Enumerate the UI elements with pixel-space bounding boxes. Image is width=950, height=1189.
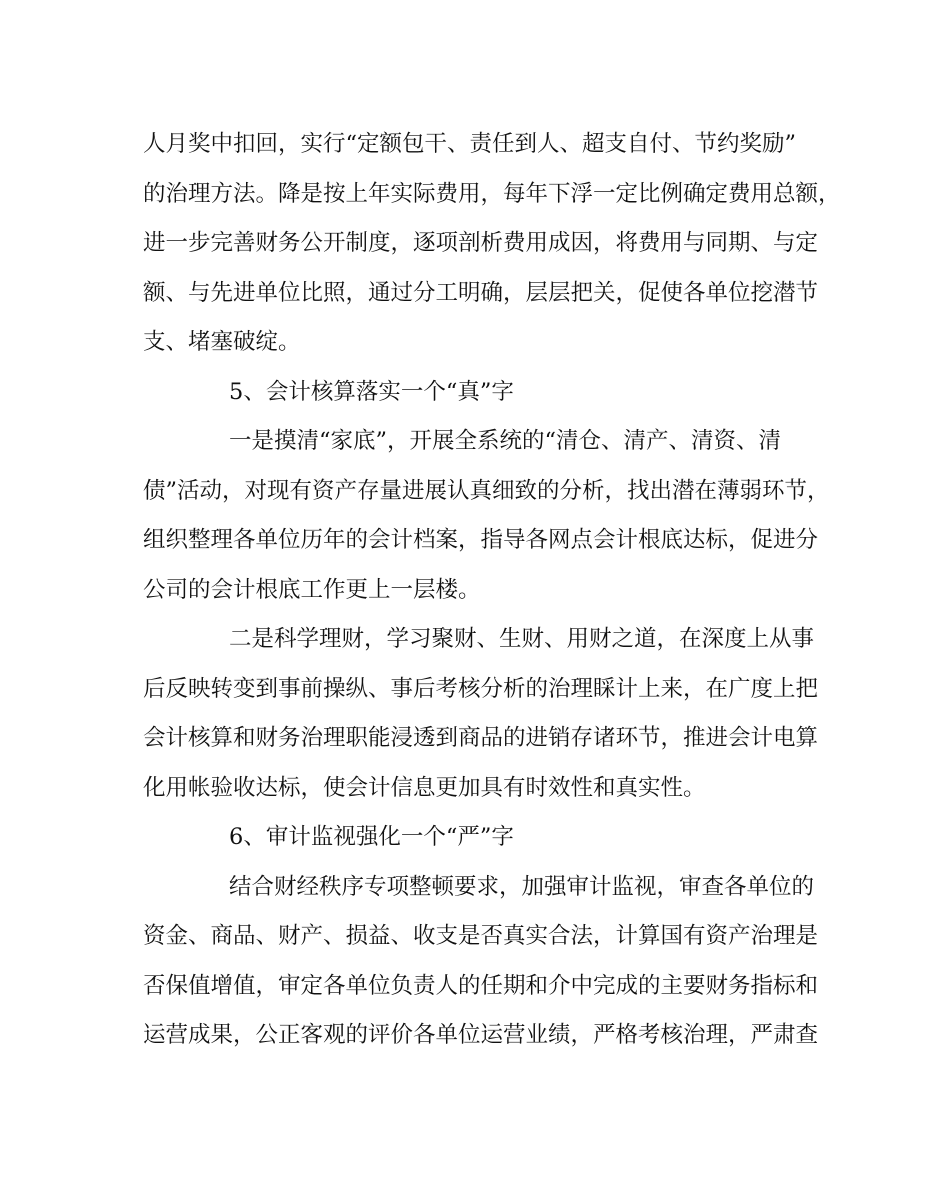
- text-line: 组织整理各单位历年的会计档案，指导各网点会计根底达标，促进分: [143, 527, 819, 553]
- text-line: 公司的会计根底工作更上一层楼。: [143, 576, 481, 603]
- text-line: 支、堵塞破绽。: [143, 329, 301, 355]
- text-line: 后反映转变到事前操纵、事后考核分析的治理睬计上来，在广度上把: [143, 675, 819, 702]
- section-heading: 5、会计核算落实一个“真”字: [229, 378, 514, 405]
- document-body: [143, 122, 841, 1063]
- text-line: 化用帐验收达标，使会计信息更加具有时效性和真实性。: [143, 774, 706, 801]
- text-line: 运营成果，公正客观的评价各单位运营业绩，严格考核治理，严肃查: [143, 1022, 819, 1048]
- text-line: 额、与先进单位比照，通过分工明确，层层把关，促使各单位挖潜节: [143, 279, 819, 306]
- paragraph-start: 二是科学理财，学习聚财、生财、用财之道，在深度上从事: [229, 626, 815, 652]
- text-line: 资金、商品、财产、损益、收支是否真实合法，计算国有资产治理是: [143, 923, 819, 949]
- text-line: 的治理方法。降是按上年实际费用，每年下浮一定比例确定费用总额，: [143, 180, 841, 207]
- text-line: 债”活动，对现有资产存量进展认真细致的分析，找出潜在薄弱环节，: [143, 477, 830, 504]
- text-line: 会计核算和财务治理职能浸透到商品的进销存诸环节，推进会计电算: [143, 725, 819, 751]
- text-line: 人月奖中扣回，实行“定额包干、责任到人、超支自付、节约奖励”: [143, 131, 797, 157]
- section-heading: 6、审计监视强化一个“严”字: [229, 824, 514, 850]
- text-line: 进一步完善财务公开制度，逐项剖析费用成因，将费用与同期、与定: [143, 230, 819, 256]
- paragraph-start: 一是摸清“家底”，开展全系统的“清仓、清产、清资、清: [229, 428, 782, 454]
- text-line: 否保值增值，审定各单位负责人的任期和介中完成的主要财务指标和: [143, 972, 819, 999]
- paragraph-start: 结合财经秩序专项整顿要求，加强审计监视，审查各单位的: [229, 873, 815, 900]
